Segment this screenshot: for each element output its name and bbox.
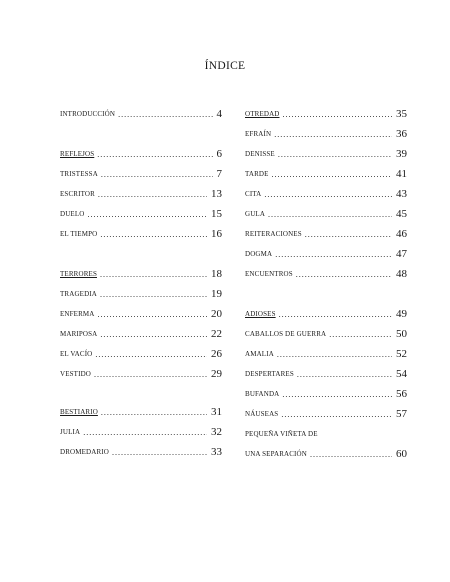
entry-title: REFLEJOS [60, 150, 95, 158]
entry-title: DESPERTARES [245, 370, 294, 378]
index-entry [60, 226, 222, 240]
entry-title: EL TIEMPO [60, 230, 98, 238]
entry-title: VESTIDO [60, 370, 91, 378]
dot-leader [97, 149, 212, 158]
entry-title: OTREDAD [245, 110, 280, 118]
page-number: 52 [396, 348, 407, 360]
index-entry [245, 126, 407, 140]
page-number: 36 [396, 128, 407, 140]
page-number: 31 [211, 406, 222, 418]
dot-leader [98, 309, 208, 318]
dot-leader [95, 349, 207, 358]
page-number: 18 [211, 268, 222, 280]
index-entry [60, 106, 222, 120]
dot-leader [297, 369, 392, 378]
entry-title: JULIA [60, 428, 81, 436]
index-entry [60, 444, 222, 458]
index-entry [60, 424, 222, 438]
dot-leader [112, 447, 207, 456]
dot-leader [118, 109, 212, 118]
entry-title: REITERACIONES [245, 230, 302, 238]
index-entry [60, 286, 222, 300]
index-entry [60, 186, 222, 200]
page-number: 16 [211, 228, 222, 240]
dot-leader [100, 269, 207, 278]
dot-leader [100, 329, 207, 338]
index-entry [60, 206, 222, 220]
index-entry [245, 446, 407, 460]
page-number: 35 [396, 108, 407, 120]
page-number: 57 [396, 408, 407, 420]
dot-leader [305, 229, 392, 238]
page-number: 46 [396, 228, 407, 240]
dot-leader [101, 169, 213, 178]
entry-title: TRISTESSA [60, 170, 98, 178]
page-number: 4 [216, 108, 222, 120]
index-entry [245, 106, 407, 120]
index-entry [245, 326, 407, 340]
dot-leader [310, 449, 392, 458]
index-entry [245, 266, 407, 280]
entry-title: DUELO [60, 210, 85, 218]
entry-title: CABALLOS DE GUERRA [245, 330, 327, 338]
entry-title: TARDE [245, 170, 269, 178]
index-entry [60, 266, 222, 280]
page-number: 60 [396, 448, 407, 460]
index-entry [60, 326, 222, 340]
dot-leader [274, 129, 392, 138]
page-number: 49 [396, 308, 407, 320]
dot-leader [275, 249, 392, 258]
index-entry [245, 306, 407, 320]
entry-title: TRAGEDIA [60, 290, 97, 298]
index-entry [245, 206, 407, 220]
entry-title: AMALIA [245, 350, 274, 358]
page-number: 39 [396, 148, 407, 160]
entry-title: DOGMA [245, 250, 273, 258]
page-number: 50 [396, 328, 407, 340]
dot-leader [83, 427, 207, 436]
entry-title: INTRODUCCIÓN [60, 110, 116, 118]
dot-leader [268, 209, 392, 218]
entry-title: ENFERMA [60, 310, 95, 318]
page-number: 26 [211, 348, 222, 360]
entry-title: EFRAÍN [245, 130, 272, 138]
entry-title: GULA [245, 210, 266, 218]
entry-title: DROMEDARIO [60, 448, 109, 456]
page-number: 45 [396, 208, 407, 220]
index-entry [60, 404, 222, 418]
page-number: 20 [211, 308, 222, 320]
index-entry [245, 246, 407, 260]
page-number: 15 [211, 208, 222, 220]
entry-title: PEQUEÑA VIÑETA DE [245, 430, 318, 438]
page-number: 19 [211, 288, 222, 300]
entry-title: CITA [245, 190, 262, 198]
dot-leader [279, 309, 392, 318]
index-entry [245, 186, 407, 200]
page-number: 13 [211, 188, 222, 200]
page-number: 47 [396, 248, 407, 260]
dot-leader [277, 349, 392, 358]
entry-title: ESCRITOR [60, 190, 95, 198]
page-number: 48 [396, 268, 407, 280]
entry-title: ADIOSES [245, 310, 276, 318]
dot-leader [98, 189, 207, 198]
page-title: ÍNDICE [204, 60, 246, 72]
entry-title: BUFANDA [245, 390, 280, 398]
dot-leader [94, 369, 207, 378]
page-number: 6 [216, 148, 222, 160]
index-entry [245, 406, 407, 420]
dot-leader [281, 409, 392, 418]
dot-leader [278, 149, 392, 158]
page-number: 22 [211, 328, 222, 340]
index-entry [245, 166, 407, 180]
page-number: 41 [396, 168, 407, 180]
page-number: 56 [396, 388, 407, 400]
page-number: 33 [211, 446, 222, 458]
entry-title: DENISSE [245, 150, 275, 158]
dot-leader [101, 407, 207, 416]
entry-title: BESTIARIO [60, 408, 98, 416]
dot-leader [264, 189, 392, 198]
index-entry [60, 346, 222, 360]
dot-leader [87, 209, 207, 218]
index-entry [245, 146, 407, 160]
page-number: 54 [396, 368, 407, 380]
index-entry [245, 386, 407, 400]
entry-title: TERRORES [60, 270, 97, 278]
dot-leader [283, 109, 393, 118]
dot-leader [100, 289, 207, 298]
index-entry [245, 426, 407, 440]
page-number: 29 [211, 368, 222, 380]
entry-title: ENCUENTROS [245, 270, 293, 278]
page-number: 43 [396, 188, 407, 200]
dot-leader [329, 329, 392, 338]
page-number: 32 [211, 426, 222, 438]
index-entry [60, 146, 222, 160]
dot-leader [296, 269, 392, 278]
page-number: 7 [216, 168, 222, 180]
index-entry [60, 366, 222, 380]
index-entry [60, 166, 222, 180]
entry-title: MARIPOSA [60, 330, 98, 338]
index-entry [245, 346, 407, 360]
entry-title: EL VACÍO [60, 350, 93, 358]
entry-title: NÁUSEAS [245, 410, 279, 418]
index-entry [60, 306, 222, 320]
index-entry [245, 226, 407, 240]
dot-leader [272, 169, 392, 178]
dot-leader [100, 229, 207, 238]
entry-title: UNA SEPARACIÓN [245, 450, 307, 458]
dot-leader [282, 389, 392, 398]
index-entry [245, 366, 407, 380]
